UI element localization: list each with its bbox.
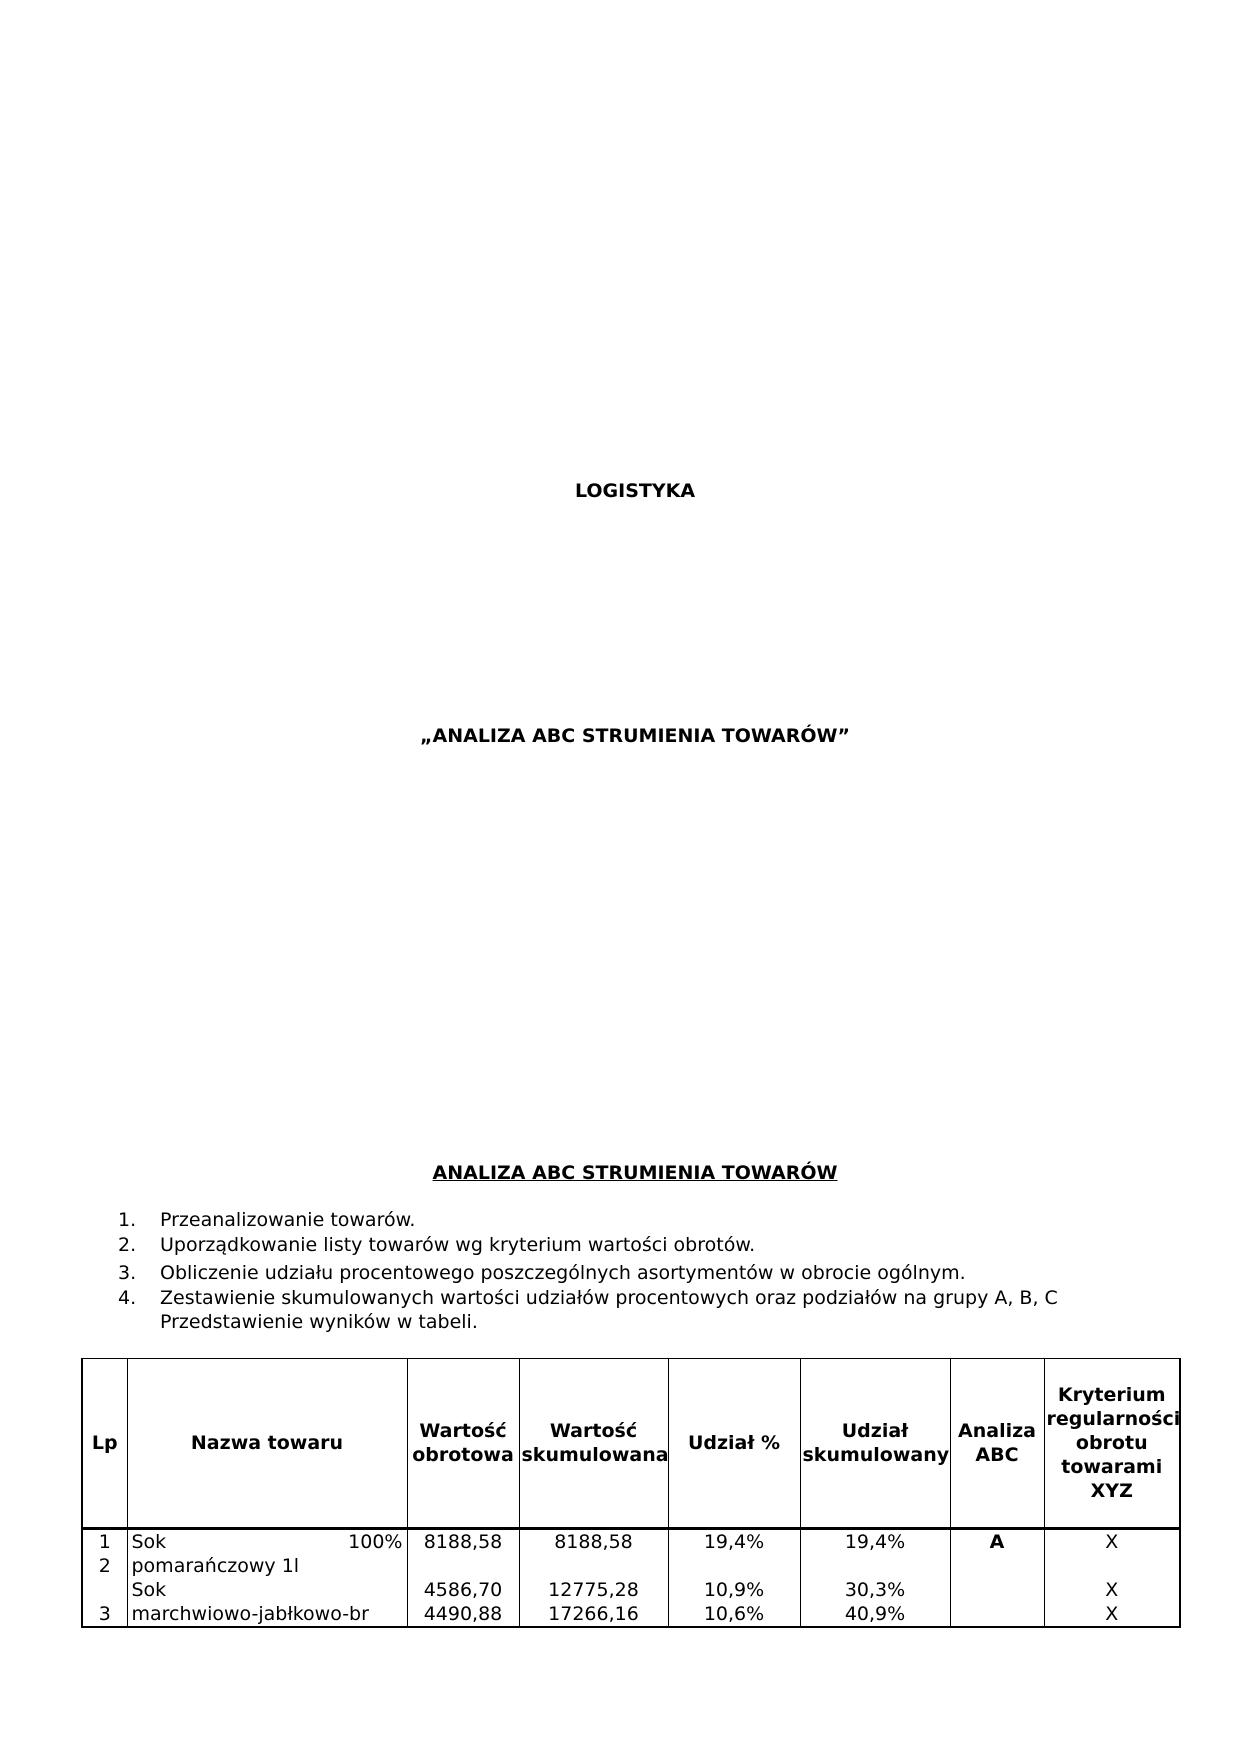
cell-name bbox=[127, 1529, 407, 1555]
cell-lp: 2 bbox=[82, 1554, 127, 1578]
cell-cumulative: 17266,16 bbox=[519, 1602, 668, 1627]
cell-value: 4490,88 bbox=[407, 1602, 519, 1627]
cell-name-part: Sok bbox=[131, 1579, 167, 1601]
header-value: Wartość obrotowa bbox=[407, 1359, 519, 1529]
cell-lp bbox=[82, 1578, 127, 1602]
cell-name-part: marchwiowo-jabłkowo-br bbox=[131, 1603, 369, 1625]
cell-name-part: pomarańczowy 1l bbox=[131, 1555, 300, 1577]
cell-name bbox=[127, 1602, 407, 1627]
table-row bbox=[82, 1602, 1180, 1627]
abc-analysis-table bbox=[81, 1358, 1181, 1628]
step-text: Zestawienie skumulowanych wartości udziałów procentowych oraz podziałów na grupy A, B, C bbox=[160, 1287, 1058, 1309]
step-number: 2. bbox=[118, 1234, 137, 1256]
step-item bbox=[118, 1286, 1198, 1334]
step-text: Przeanalizowanie towarów. bbox=[160, 1209, 416, 1231]
cell-lp: 3 bbox=[82, 1602, 127, 1627]
cell-cum-share: 30,3% bbox=[800, 1578, 950, 1602]
cell-cum-share: 40,9% bbox=[800, 1602, 950, 1627]
header-share: Udział % bbox=[668, 1359, 800, 1529]
cell-value: 4586,70 bbox=[407, 1578, 519, 1602]
step-text: Uporządkowanie listy towarów wg kryterium wartości obrotów. bbox=[160, 1234, 756, 1256]
table-header-row bbox=[82, 1359, 1180, 1529]
cell-xyz bbox=[1044, 1554, 1180, 1578]
cell-name-part: Sok bbox=[131, 1531, 167, 1553]
header-cum-share: Udział skumulowany bbox=[800, 1359, 950, 1529]
cell-cum-share: 19,4% bbox=[800, 1529, 950, 1555]
document-title: LOGISTYKA bbox=[574, 480, 696, 502]
cell-lp: 1 bbox=[82, 1529, 127, 1555]
step-item bbox=[118, 1208, 1198, 1232]
cell-share: 10,6% bbox=[668, 1602, 800, 1627]
cell-name bbox=[127, 1578, 407, 1602]
cell-abc: A bbox=[950, 1529, 1044, 1555]
cell-cumulative: 8188,58 bbox=[519, 1529, 668, 1555]
cell-abc bbox=[950, 1554, 1044, 1578]
document-subtitle: „ANALIZA ABC STRUMIENIA TOWARÓW” bbox=[420, 725, 850, 747]
cell-cumulative bbox=[519, 1554, 668, 1578]
table-row bbox=[82, 1554, 1180, 1578]
cell-cumulative: 12775,28 bbox=[519, 1578, 668, 1602]
cell-name bbox=[127, 1554, 407, 1578]
cell-share: 10,9% bbox=[668, 1578, 800, 1602]
section-heading: ANALIZA ABC STRUMIENIA TOWARÓW bbox=[432, 1162, 838, 1184]
cell-abc bbox=[950, 1602, 1044, 1627]
cell-share bbox=[668, 1554, 800, 1578]
cell-value: 8188,58 bbox=[407, 1529, 519, 1555]
steps-list bbox=[118, 1208, 1198, 1335]
header-cumulative: Wartość skumulowana bbox=[519, 1359, 668, 1529]
table-row bbox=[82, 1529, 1180, 1555]
cell-xyz: X bbox=[1044, 1602, 1180, 1627]
cell-share: 19,4% bbox=[668, 1529, 800, 1555]
cell-value bbox=[407, 1554, 519, 1578]
step-number: 1. bbox=[118, 1209, 137, 1231]
step-extra-text: Przedstawienie wyników w tabeli. bbox=[160, 1311, 478, 1333]
step-item bbox=[118, 1261, 1198, 1285]
header-lp: Lp bbox=[82, 1359, 127, 1529]
table-row bbox=[82, 1578, 1180, 1602]
cell-xyz: X bbox=[1044, 1578, 1180, 1602]
cell-cum-share bbox=[800, 1554, 950, 1578]
header-abc: Analiza ABC bbox=[950, 1359, 1044, 1529]
cell-name-part: 100% bbox=[348, 1531, 403, 1553]
cell-abc bbox=[950, 1578, 1044, 1602]
step-text: Obliczenie udziału procentowego poszczególnych asortymentów w obrocie ogólnym. bbox=[160, 1262, 966, 1284]
cell-xyz: X bbox=[1044, 1529, 1180, 1555]
header-xyz: Kryterium regularności obrotu towarami XYZ bbox=[1044, 1359, 1180, 1529]
step-item bbox=[118, 1233, 1198, 1257]
step-number: 4. bbox=[118, 1287, 137, 1309]
header-name: Nazwa towaru bbox=[127, 1359, 407, 1529]
step-number: 3. bbox=[118, 1262, 137, 1284]
